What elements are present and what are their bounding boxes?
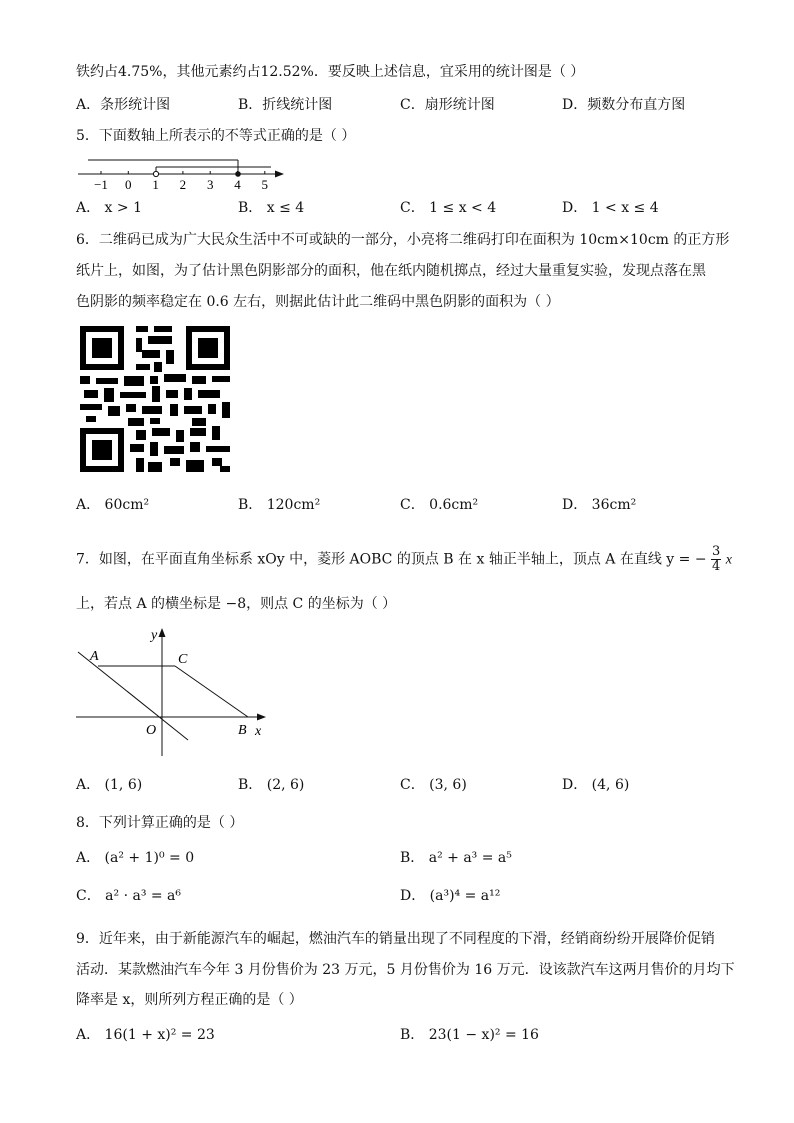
q4-option-d[interactable]: D．频数分布直方图 — [562, 97, 686, 113]
label-x: x — [255, 724, 262, 739]
q9-option-a[interactable]: A． 16(1 + x)² = 23 — [76, 1027, 215, 1043]
axis-tick-label: 3 — [206, 177, 214, 192]
label-a: A — [90, 649, 99, 664]
q9-stem-line2: 活动．某款燃油汽车今年 3 月份售价为 23 万元，5 月份售价为 16 万元．设该款汽车这两月售价的月均下 — [76, 962, 735, 978]
label-c: C — [178, 652, 188, 667]
rhombus-coordinate-figure — [70, 622, 275, 762]
q7-stem-line1-end: x — [725, 552, 732, 568]
q5-option-c[interactable]: C． 1 ≤ x < 4 — [400, 200, 497, 216]
label-b: B — [238, 723, 247, 738]
q5-option-d[interactable]: D． 1 < x ≤ 4 — [562, 200, 659, 216]
axis-arrow-icon — [275, 171, 284, 178]
q8-option-d[interactable]: D． (a³)⁴ = a¹² — [400, 888, 501, 904]
q7-stem-line2: 上，若点 A 的横坐标是 −8，则点 C 的坐标为（ ） — [76, 596, 397, 612]
q7-fraction-numerator: 3 — [712, 544, 721, 559]
q7-fraction-denominator: 4 — [712, 559, 721, 574]
q6-stem-line2: 纸片上，如图，为了估计黑色阴影部分的面积，他在纸内随机掷点，经过大量重复实验，发现点落在黑 — [76, 263, 706, 279]
axis-tick-label: 4 — [234, 177, 241, 192]
line-y-eq-neg-3-4-x — [78, 652, 188, 740]
q7-fraction — [711, 545, 721, 574]
open-point — [153, 171, 158, 176]
q5-option-a[interactable]: A． x > 1 — [76, 200, 142, 216]
q9-option-b[interactable]: B． 23(1 − x)² = 16 — [400, 1027, 539, 1043]
q6-option-a[interactable]: A． 60cm² — [76, 497, 150, 513]
q8-stem: 8．下列计算正确的是（ ） — [76, 815, 244, 831]
axis-tick-label: −1 — [94, 177, 108, 192]
q7-option-d[interactable]: D． (4, 6) — [562, 777, 630, 793]
q7-stem-line1-text: 7．如图，在平面直角坐标系 xOy 中，菱形 AOBC 的顶点 B 在 x 轴正半轴上，顶点 A 在直线 y = − — [76, 551, 707, 568]
number-line-figure — [76, 150, 288, 196]
label-o: O — [146, 723, 157, 738]
q5-option-b[interactable]: B． x ≤ 4 — [238, 200, 305, 216]
x-axis-arrow-icon — [257, 714, 266, 721]
label-y: y — [151, 628, 158, 643]
q6-option-d[interactable]: D． 36cm² — [562, 497, 637, 513]
q8-option-b[interactable]: B． a² + a³ = a⁵ — [400, 850, 512, 866]
axis-tick-label: 0 — [125, 177, 132, 192]
q5-stem: 5．下面数轴上所表示的不等式正确的是（ ） — [76, 128, 356, 144]
q4-stem-end: 铁约占4.75%，其他元素约占12.52%．要反映上述信息，宜采用的统计图是（ ） — [76, 64, 585, 80]
axis-tick-label: 5 — [261, 177, 269, 192]
q8-option-c[interactable]: C． a² · a³ = a⁶ — [76, 888, 182, 904]
q4-option-c[interactable]: C．扇形统计图 — [400, 97, 495, 113]
q4-option-a[interactable]: A．条形统计图 — [76, 97, 171, 113]
closed-point — [235, 171, 241, 177]
q6-stem-line3: 色阴影的频率稳定在 0.6 左右，则据此估计此二维码中黑色阴影的面积为（ ） — [76, 294, 560, 310]
q7-stem-line1 — [76, 545, 732, 574]
y-axis-arrow-icon — [159, 628, 166, 637]
rhombus-side-cb — [175, 666, 248, 717]
q7-option-c[interactable]: C． (3, 6) — [400, 777, 467, 793]
q6-option-b[interactable]: B． 120cm² — [238, 497, 321, 513]
q7-option-b[interactable]: B． (2, 6) — [238, 777, 305, 793]
q8-option-a[interactable]: A． (a² + 1)⁰ = 0 — [76, 850, 195, 866]
q4-option-b[interactable]: B．折线统计图 — [238, 97, 333, 113]
axis-tick-label: 1 — [152, 177, 159, 192]
q6-stem-line1: 6．二维码已成为广大民众生活中不可或缺的一部分，小亮将二维码打印在面积为 10cm×10cm 的正方形 — [76, 232, 730, 248]
q7-option-a[interactable]: A． (1, 6) — [76, 777, 143, 793]
q9-stem-line1: 9．近年来，由于新能源汽车的崛起，燃油汽车的销量出现了不同程度的下滑，经销商纷纷开展降价促销 — [76, 931, 715, 947]
q6-option-c[interactable]: C． 0.6cm² — [400, 497, 479, 513]
qr-code-image — [80, 326, 230, 472]
q9-stem-line3: 降率是 x，则所列方程正确的是（ ） — [76, 992, 303, 1008]
axis-tick-label: 2 — [179, 177, 187, 192]
